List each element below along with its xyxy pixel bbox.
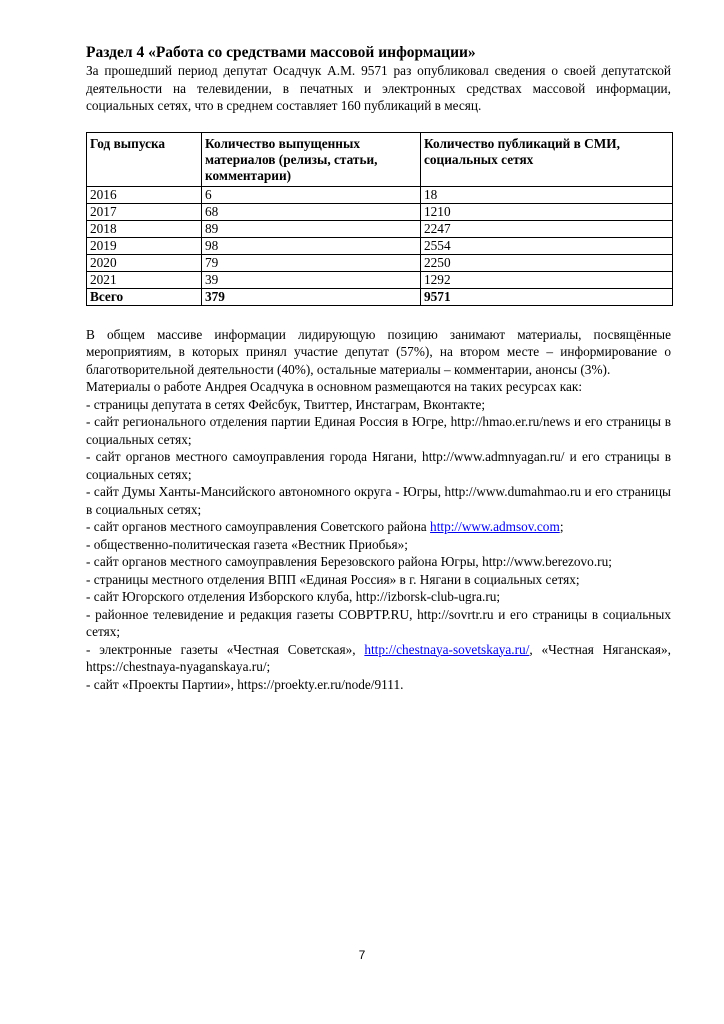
- table-header-row: [87, 132, 673, 186]
- resource-item: [86, 641, 671, 676]
- resource-item: - страницы местного отделения ВПП «Единая Россия» в г. Нягани в социальных сетях;: [86, 571, 580, 587]
- cell-publications: 1210: [421, 203, 673, 220]
- cell-publications: 2247: [421, 220, 673, 237]
- resource-item: - страницы депутата в сетях Фейсбук, Твиттер, Инстаграм, Вконтакте;: [86, 396, 486, 412]
- cell-materials: 39: [202, 271, 421, 288]
- cell-year: 2018: [87, 220, 202, 237]
- spacer: [86, 306, 671, 326]
- table-row: [87, 220, 673, 237]
- header-materials: Количество выпущенных материалов (релизы, статьи, комментарии): [202, 132, 421, 186]
- resource-item: - районное телевидение и редакция газеты СОВРТР.RU, http://sovrtr.ru и его страницы в социальных сетях;: [86, 606, 671, 639]
- cell-materials: 68: [202, 203, 421, 220]
- cell-publications: 2250: [421, 254, 673, 271]
- cell-materials: 6: [202, 186, 421, 203]
- resource-item-text: - сайт органов местного самоуправления Советского района: [86, 519, 431, 534]
- cell-publications: 2554: [421, 237, 673, 254]
- cell-materials: 98: [202, 237, 421, 254]
- cell-materials: 79: [202, 254, 421, 271]
- resources-intro: Материалы о работе Андрея Осадчука в основном размещаются на таких ресурсах как:: [86, 379, 583, 394]
- table-row: [87, 186, 673, 203]
- resource-item: - общественно-политическая газета «Вестник Приобья»;: [86, 536, 408, 552]
- resource-item: - сайт органов местного самоуправления Березовского района Югры, http://www.berezovo.ru;: [86, 554, 612, 569]
- section-title: Раздел 4 «Работа со средствами массовой информации»: [86, 44, 476, 61]
- resource-item: - сайт органов местного самоуправления города Нягани, http://www.admnyagan.ru/ и его страницы в социальных сетях;: [86, 449, 671, 482]
- table-row: [87, 271, 673, 288]
- cell-materials: 89: [202, 220, 421, 237]
- cell-total-label: Всего: [87, 288, 202, 305]
- admsov-link[interactable]: http://www.admsov.com: [430, 519, 560, 534]
- cell-total-materials: 379: [202, 288, 421, 305]
- table-row: [87, 237, 673, 254]
- cell-publications: 18: [421, 186, 673, 203]
- resource-item: - сайт регионального отделения партии Единая Россия в Югре, http://hmao.er.ru/news и его страницы в социальных сетях;: [86, 414, 671, 447]
- header-publications: Количество публикаций в СМИ, социальных сетях: [421, 132, 673, 186]
- resource-item-text: ;: [559, 519, 564, 534]
- resource-item: - сайт Югорского отделения Изборского клуба, http://izborsk-club-ugra.ru;: [86, 589, 501, 604]
- table-total-row: [87, 288, 673, 305]
- page-number: 7: [358, 948, 366, 962]
- table-row: [87, 254, 673, 271]
- resource-item-text: , «Честная Няганская», https://chestnaya-nyaganskaya.ru/;: [86, 641, 672, 674]
- cell-publications: 1292: [421, 271, 673, 288]
- analysis-paragraph: В общем массиве информации лидирующую позицию занимают материалы, посвящённые мероприятиям, в которых принял участие депутат (57%), на втором месте – информирование о благотворительной деятельности (40%), остальные материалы – комментарии, анонсы (3%).: [86, 326, 671, 377]
- cell-year: 2016: [87, 186, 202, 203]
- cell-year: 2021: [87, 271, 202, 288]
- cell-year: 2017: [87, 203, 202, 220]
- resource-item: - сайт «Проекты Партии», https://proekty.er.ru/node/9111.: [86, 676, 404, 692]
- publications-table: [86, 132, 673, 306]
- resource-item-text: - электронные газеты «Честная Советская»,: [86, 641, 365, 657]
- intro-paragraph: За прошедший период депутат Осадчук А.М. 9571 раз опубликовал сведения о своей депутатской деятельности на телевидении, в печатных и электронных средствах массовой информации, социальных сетях, что в среднем составляет 160 публикаций в месяц.: [86, 63, 671, 113]
- chestnaya-sovetskaya-link[interactable]: http://chestnaya-sovetskaya.ru/: [364, 641, 530, 657]
- cell-year: 2019: [87, 237, 202, 254]
- cell-total-publications: 9571: [421, 288, 673, 305]
- cell-year: 2020: [87, 254, 202, 271]
- table-row: [87, 203, 673, 220]
- resource-item: [86, 518, 671, 536]
- resource-item: - сайт Думы Ханты-Мансийского автономного округа - Югры, http://www.dumahmao.ru и его страницы в социальных сетях;: [86, 484, 671, 517]
- header-year: Год выпуска: [87, 132, 202, 186]
- document-page: [86, 43, 671, 693]
